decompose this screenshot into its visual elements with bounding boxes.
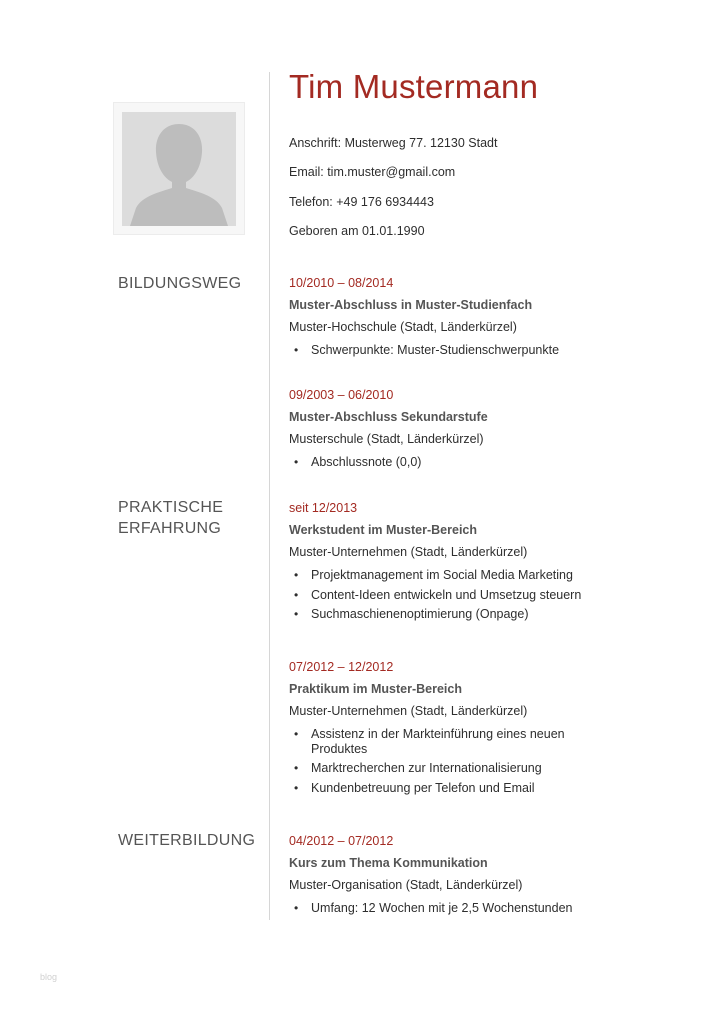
entry-organization: Muster-Organisation (Stadt, Länderkürzel) [289,878,523,892]
bullet-icon: • [294,568,299,582]
entry-date: seit 12/2013 [289,501,358,515]
section-title-experience [118,497,263,539]
bullet-list [289,727,619,795]
experience-entry [289,497,619,627]
list-item [289,901,611,916]
address-line: Anschrift: Musterweg 77. 12130 Stadt [289,136,498,150]
entry-organization: Muster-Hochschule (Stadt, Länderkürzel) [289,320,517,334]
list-item [289,607,611,622]
bullet-icon: • [294,587,299,602]
section-title-text: WEITERBILDUNG [118,832,256,849]
entry-title: Muster-Abschluss Sekundarstufe [289,410,488,424]
list-item-text: Umfang: 12 Wochen mit je 2,5 Wochenstunden [311,901,573,915]
list-item-text: Assistenz in der Markteinführung eines neuen Produktes [311,727,565,756]
bullet-icon: • [294,607,299,621]
bullet-list [289,343,619,358]
list-item-text: Marktrecherchen zur Internationalisierung [311,761,542,775]
education-entry [289,272,619,363]
entry-title: Muster-Abschluss in Muster-Studienfach [289,298,533,312]
education-entry [289,384,619,475]
bullet-icon: • [294,343,299,357]
list-item-text: Content-Ideen entwickeln und Umsetzug steuern [311,587,582,602]
entry-date: 10/2010 – 08/2014 [289,276,394,290]
profile-photo-frame [113,102,245,235]
phone-line: Telefon: +49 176 6934443 [289,195,434,209]
birth-line: Geboren am 01.01.1990 [289,224,425,238]
list-item-text: Suchmaschienenoptimierung (Onpage) [311,607,529,621]
training-entry [289,830,619,921]
watermark-text: blog [40,972,58,982]
list-item [289,568,611,583]
list-item-text: Schwerpunkte: Muster-Studienschwerpunkte [311,343,560,357]
entry-title: Kurs zum Thema Kommunikation [289,856,488,870]
list-item [289,727,591,756]
bullet-icon: • [294,761,299,775]
list-item-text: Kundenbetreuung per Telefon und Email [311,780,535,795]
entry-organization: Muster-Unternehmen (Stadt, Länderkürzel) [289,545,528,559]
bullet-icon: • [294,901,299,915]
list-item [289,588,611,603]
section-title-education [118,273,263,294]
entry-title: Praktikum im Muster-Bereich [289,682,462,696]
list-item [289,761,611,776]
entry-title: Werkstudent im Muster-Bereich [289,523,478,537]
entry-date: 09/2003 – 06/2010 [289,388,394,402]
section-title-line: ERFAHRUNG [118,520,222,537]
bullet-list [289,568,619,622]
bullet-icon: • [294,455,299,469]
bullet-icon: • [294,727,299,741]
section-title-text: BILDUNGSWEG [118,275,242,292]
person-silhouette-icon [122,112,236,226]
candidate-name: Tim Mustermann [289,68,539,105]
list-item [289,343,611,358]
entry-date: 07/2012 – 12/2012 [289,660,394,674]
bullet-icon: • [294,780,299,795]
bullet-list [289,455,619,470]
list-item [289,455,611,470]
section-title-training [118,830,263,851]
entry-organization: Musterschule (Stadt, Länderkürzel) [289,432,484,446]
list-item-text: Projektmanagement im Social Media Marketing [311,568,573,582]
section-title-line: PRAKTISCHE [118,499,224,516]
entry-organization: Muster-Unternehmen (Stadt, Länderkürzel) [289,704,528,718]
entry-date: 04/2012 – 07/2012 [289,834,394,848]
bullet-list [289,901,619,916]
email-line: Email: tim.muster@gmail.com [289,165,456,179]
experience-entry [289,656,619,800]
vertical-divider [269,72,270,920]
list-item-text: Abschlussnote (0,0) [311,455,422,469]
list-item [289,781,611,796]
